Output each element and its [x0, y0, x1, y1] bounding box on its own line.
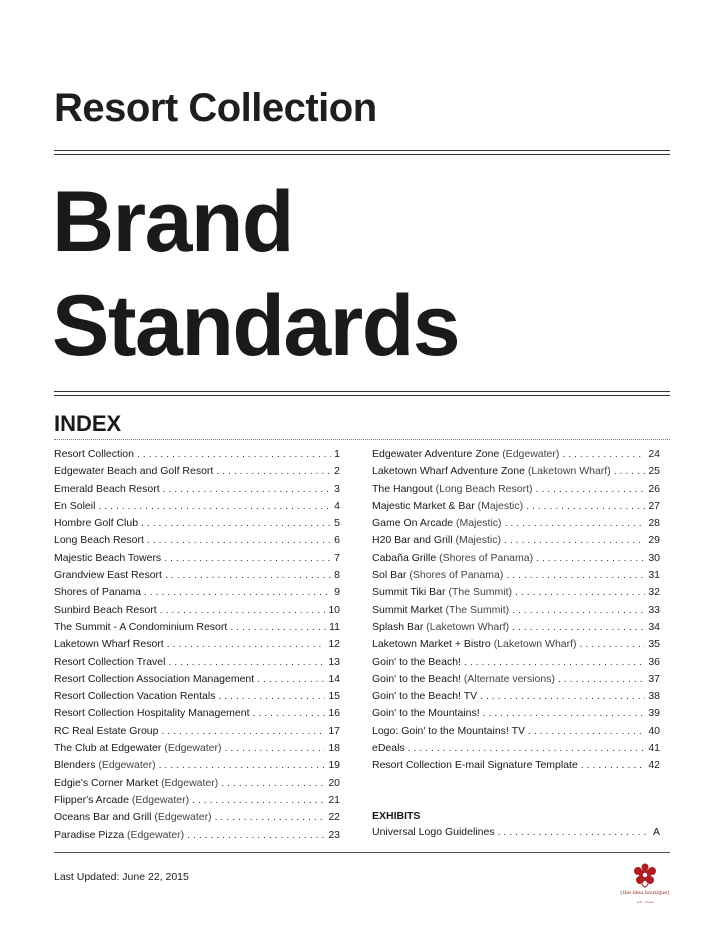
index-entry — [54, 567, 340, 584]
index-entry-title: Summit Market — [372, 603, 443, 616]
index-entry-page: 41 — [648, 742, 660, 755]
index-entry — [54, 584, 340, 601]
index-entry — [372, 532, 660, 549]
dot-leader — [408, 740, 646, 757]
dot-leader — [253, 705, 326, 722]
index-entry-page: 40 — [648, 724, 660, 737]
dot-leader — [221, 775, 325, 792]
index-entry-name — [54, 584, 141, 601]
index-entry-page: 39 — [648, 707, 660, 720]
dot-leader — [216, 463, 331, 480]
dot-leader — [558, 671, 645, 688]
index-entry — [372, 584, 660, 601]
index-entry — [372, 550, 660, 567]
index-entry-title: Paradise Pizza — [54, 828, 125, 841]
index-entry-name — [54, 602, 157, 619]
dot-leader — [192, 792, 325, 809]
index-entry-name — [54, 446, 134, 463]
dot-leader — [137, 446, 331, 463]
footer-rule — [54, 852, 670, 853]
index-entry-title: The Hangout — [372, 482, 433, 495]
index-entry-name — [54, 671, 254, 688]
index-entry-property: (Laketown Wharf) — [426, 620, 510, 633]
index-entry-title: Long Beach Resort — [54, 534, 144, 547]
index-entry-property: (Majestic) — [455, 534, 501, 547]
index-entry-property: (Laketown Wharf) — [493, 638, 577, 651]
index-entry-page: 3 — [334, 482, 340, 495]
index-entry-title: Resort Collection Association Management — [54, 672, 255, 685]
index-column-right — [372, 446, 660, 775]
index-entry — [372, 757, 660, 774]
index-entry-page: 4 — [334, 499, 340, 512]
index-entry-title: Laketown Market + Bistro — [372, 638, 491, 651]
index-entry-title: Shores of Panama — [54, 586, 141, 599]
index-entry — [54, 446, 340, 463]
index-entry-page: 25 — [648, 465, 660, 478]
index-entry-page: 31 — [648, 569, 660, 582]
index-entry-page: 36 — [648, 655, 660, 668]
index-entry-page: 29 — [648, 534, 660, 547]
index-entry-property: (Edgewater) — [154, 811, 212, 824]
dot-leader — [505, 515, 646, 532]
index-entry-name — [54, 463, 213, 480]
last-updated-text: Last Updated: June 22, 2015 — [54, 871, 189, 883]
index-entry-title: Resort Collection Vacation Rentals — [54, 690, 216, 703]
index-entry-title: Resort Collection Hospitality Management — [54, 707, 250, 720]
index-entry — [54, 792, 340, 809]
index-entry-title: The Club at Edgewater — [54, 742, 162, 755]
index-entry-title: Splash Bar — [372, 620, 424, 633]
index-entry-name — [54, 567, 162, 584]
index-entry-name — [372, 532, 501, 549]
dot-leader — [167, 636, 326, 653]
index-entry-property: (Edgewater) — [126, 828, 185, 841]
index-entry-title: Hombre Golf Club — [54, 517, 139, 530]
title-line-1: Brand — [52, 174, 293, 270]
dot-leader — [504, 532, 645, 549]
dot-leader — [536, 550, 645, 567]
index-entry — [372, 671, 660, 688]
dot-leader — [165, 567, 331, 584]
exhibits-heading: EXHIBITS — [372, 810, 421, 822]
index-entry — [54, 775, 340, 792]
index-entry-name — [372, 705, 480, 722]
index-entry-name — [372, 824, 495, 841]
index-entry-page: 5 — [334, 517, 340, 530]
index-entry-name — [54, 654, 165, 671]
index-entry-page: 15 — [328, 690, 340, 703]
index-entry-name — [372, 446, 559, 463]
index-entry-page: 13 — [328, 655, 340, 668]
index-entry-page: 2 — [334, 465, 340, 478]
index-entry-title: Game On Arcade — [372, 517, 454, 530]
dot-leader — [168, 654, 325, 671]
index-entry — [54, 515, 340, 532]
dot-leader — [257, 671, 325, 688]
index-entry — [372, 723, 660, 740]
index-entry-page: 12 — [328, 638, 340, 651]
exhibits-list — [372, 824, 660, 841]
index-entry-property: (The Summit) — [445, 603, 510, 616]
index-entry-name — [54, 723, 158, 740]
index-entry-page: 35 — [648, 638, 660, 651]
index-entry-page: 8 — [334, 569, 340, 582]
index-entry-title: Sunbird Beach Resort — [54, 603, 157, 616]
index-entry-property: (Edgewater) — [98, 759, 156, 772]
index-entry-title: Grandview East Resort — [54, 569, 162, 582]
index-entry-title: Blenders — [54, 759, 96, 772]
index-entry-title: Goin' to the Mountains! — [372, 707, 480, 720]
index-entry-page: 33 — [648, 603, 660, 616]
dot-leader — [141, 515, 331, 532]
index-entry — [54, 532, 340, 549]
index-entry-name — [54, 740, 222, 757]
dot-leader — [480, 688, 645, 705]
top-double-rule — [54, 150, 670, 151]
index-entry-page: 10 — [328, 603, 340, 616]
index-entry-title: RC Real Estate Group — [54, 724, 159, 737]
index-entry-page: 20 — [328, 776, 340, 789]
index-entry-property: (Edgewater) — [161, 776, 219, 789]
index-entry-name — [54, 532, 144, 549]
dot-leader — [512, 602, 645, 619]
index-entry-page: 9 — [334, 586, 340, 599]
index-entry-page: 11 — [329, 620, 340, 633]
index-entry-name — [372, 740, 405, 757]
dot-leader — [614, 463, 646, 480]
index-entry-property: (The Summit) — [448, 586, 513, 599]
dot-leader — [215, 809, 326, 826]
index-entry — [54, 671, 340, 688]
index-entry-page: 1 — [334, 448, 340, 460]
index-entry-title: Emerald Beach Resort — [54, 482, 160, 495]
index-entry — [54, 602, 340, 619]
index-entry-page: 17 — [328, 724, 340, 737]
index-entry-property: (Edgewater) — [164, 742, 222, 755]
index-entry-name — [372, 636, 577, 653]
index-entry-title: Cabaña Grille — [372, 551, 437, 564]
index-entry — [372, 602, 660, 619]
index-entry-title: Edgie's Corner Market — [54, 776, 159, 789]
idea-boutique-logo — [618, 862, 672, 912]
index-entry-page: 38 — [648, 690, 660, 703]
index-entry-name — [372, 602, 509, 619]
index-entry-page: 34 — [648, 620, 660, 633]
index-entry — [372, 463, 660, 480]
index-entry-page: 19 — [328, 759, 340, 772]
index-entry-name — [54, 705, 250, 722]
dot-leader — [536, 481, 646, 498]
index-entry-name — [372, 481, 533, 498]
index-entry — [54, 705, 340, 722]
index-entry-title: Goin' to the Beach! TV — [372, 690, 478, 703]
index-entry-property: (Shores of Panama) — [439, 551, 534, 564]
dot-leader — [98, 498, 331, 515]
index-entry — [54, 654, 340, 671]
index-entry-title: Laketown Wharf Resort — [54, 638, 164, 651]
index-entry — [372, 567, 660, 584]
dot-leader — [581, 757, 645, 774]
index-entry-name — [372, 688, 477, 705]
index-entry-page: 28 — [648, 517, 660, 530]
index-entry-title: En Soleil — [54, 499, 96, 512]
dot-leader — [562, 446, 645, 463]
index-entry — [372, 636, 660, 653]
dot-leader — [144, 584, 331, 601]
index-column-left — [54, 446, 340, 844]
index-entry-title: H20 Bar and Grill — [372, 534, 453, 547]
index-entry-title: Flipper's Arcade — [54, 793, 129, 806]
index-entry-name — [54, 827, 184, 844]
index-entry — [54, 740, 340, 757]
index-entry-page: 24 — [648, 448, 660, 460]
dot-leader — [164, 550, 331, 567]
index-entry-page: 21 — [328, 793, 340, 806]
index-dotted-rule — [54, 439, 670, 440]
index-entry-name — [54, 498, 95, 515]
index-entry-title: Resort Collection Travel — [54, 655, 166, 668]
dot-leader — [163, 481, 332, 498]
dot-leader — [512, 619, 645, 636]
index-entry-page: 42 — [648, 759, 660, 772]
index-entry-name — [372, 654, 461, 671]
index-entry — [372, 824, 660, 841]
index-entry-page: 27 — [648, 499, 660, 512]
index-entry-page: 23 — [328, 828, 340, 841]
dot-leader — [526, 498, 645, 515]
dot-leader — [506, 567, 645, 584]
index-entry — [54, 827, 340, 844]
dot-leader — [483, 705, 646, 722]
index-entry-title: Goin' to the Beach! — [372, 672, 461, 685]
title-line-2: Standards — [52, 278, 460, 374]
index-entry — [372, 619, 660, 636]
index-entry-page: 26 — [648, 482, 660, 495]
index-entry-name — [54, 688, 215, 705]
index-entry-property: (Laketown Wharf) — [527, 465, 611, 478]
index-heading: INDEX — [54, 411, 122, 436]
index-entry-property: (Alternate versions) — [463, 672, 555, 685]
index-entry-name — [372, 498, 523, 515]
index-entry-name — [54, 809, 212, 826]
dot-leader — [159, 757, 326, 774]
index-entry-name — [372, 671, 555, 688]
dot-leader — [161, 723, 325, 740]
index-entry-title: Resort Collection — [54, 448, 134, 460]
index-entry-property: (Edgewater) — [131, 793, 190, 806]
index-entry-name — [372, 515, 502, 532]
index-entry-title: Majestic Beach Towers — [54, 551, 162, 564]
index-entry-page: 18 — [328, 742, 340, 755]
index-entry-name — [54, 636, 164, 653]
index-entry — [372, 481, 660, 498]
index-entry-page: 16 — [328, 707, 340, 720]
dot-leader — [218, 688, 325, 705]
index-entry — [54, 481, 340, 498]
dot-leader — [225, 740, 326, 757]
index-entry — [372, 705, 660, 722]
index-entry-title: Universal Logo Guidelines — [372, 826, 495, 838]
index-entry — [54, 463, 340, 480]
dot-leader — [498, 824, 650, 841]
index-entry — [372, 446, 660, 463]
index-entry-name — [372, 567, 503, 584]
flower-logo-icon — [618, 862, 672, 892]
index-entry — [54, 498, 340, 515]
index-entry-title: Goin' to the Beach! — [372, 655, 461, 668]
index-entry-name — [54, 481, 160, 498]
index-entry-name — [372, 619, 509, 636]
index-entry-title: Laketown Wharf Adventure Zone — [372, 465, 525, 478]
dot-leader — [464, 654, 645, 671]
index-entry-property: (Edgewater) — [502, 448, 560, 460]
index-entry-page: 14 — [328, 672, 340, 685]
index-entry-page: 30 — [648, 551, 660, 564]
dot-leader — [147, 532, 331, 549]
index-entry-name — [54, 775, 218, 792]
logo-text: {the idea boutique} — [619, 890, 671, 896]
index-entry-title: eDeals — [372, 742, 405, 755]
index-entry-name — [54, 550, 161, 567]
index-entry-title: Resort Collection E-mail Signature Template — [372, 759, 578, 772]
dot-leader — [580, 636, 646, 653]
index-entry-property: (Majestic) — [477, 499, 524, 512]
page-subtitle: Resort Collection — [54, 86, 377, 130]
index-entry-page: 37 — [648, 672, 660, 685]
index-entry-title: Edgewater Adventure Zone — [372, 448, 500, 460]
index-entry-title: Majestic Market & Bar — [372, 499, 475, 512]
index-entry-name — [372, 550, 533, 567]
index-entry-page: 7 — [334, 551, 340, 564]
index-entry — [372, 515, 660, 532]
index-entry — [372, 740, 660, 757]
index-entry — [54, 550, 340, 567]
index-entry — [54, 619, 340, 636]
index-entry-name — [54, 792, 189, 809]
index-entry-name — [372, 723, 525, 740]
index-entry — [54, 636, 340, 653]
dot-leader — [187, 827, 325, 844]
index-entry-title: Oceans Bar and Grill — [54, 811, 152, 824]
index-entry — [372, 654, 660, 671]
index-entry-page: 22 — [328, 811, 340, 824]
index-entry-name — [54, 515, 138, 532]
index-entry — [54, 809, 340, 826]
index-entry-title: Logo: Goin' to the Mountains! TV — [372, 724, 525, 737]
index-entry-property: (Long Beach Resort) — [435, 482, 533, 495]
index-entry-name — [54, 757, 156, 774]
index-entry-page: A — [652, 826, 660, 838]
dot-leader — [230, 619, 326, 636]
index-entry-page: 6 — [334, 534, 340, 547]
index-entry-title: Sol Bar — [372, 569, 407, 582]
index-entry-name — [372, 463, 611, 480]
dot-leader — [160, 602, 326, 619]
index-entry-name — [372, 584, 512, 601]
index-entry-name — [372, 757, 578, 774]
index-entry-name — [54, 619, 227, 636]
index-entry-property: (Shores of Panama) — [409, 569, 504, 582]
index-entry — [372, 688, 660, 705]
index-entry — [54, 723, 340, 740]
dot-leader — [515, 584, 645, 601]
index-entry — [54, 757, 340, 774]
index-entry-property: (Majestic) — [456, 517, 502, 530]
index-double-rule — [54, 391, 670, 392]
index-entry-title: Summit Tiki Bar — [372, 586, 446, 599]
logo-subtext: pcb · ideas — [636, 900, 654, 904]
index-entry-page: 32 — [648, 586, 660, 599]
index-entry — [54, 688, 340, 705]
index-entry — [372, 498, 660, 515]
page-title — [52, 170, 459, 378]
dot-leader — [528, 723, 645, 740]
index-entry-title: Edgewater Beach and Golf Resort — [54, 465, 214, 478]
index-entry-title: The Summit - A Condominium Resort — [54, 620, 228, 633]
